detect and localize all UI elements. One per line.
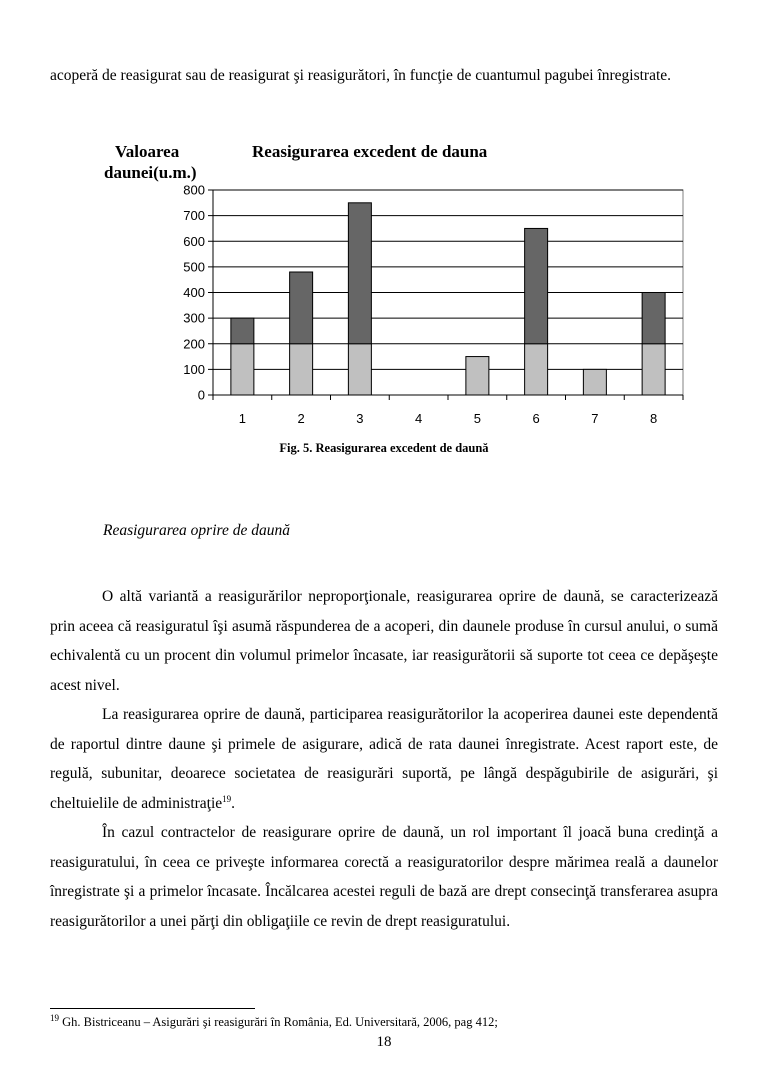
footnote-reference[interactable]: 19 [222, 793, 232, 804]
y-tick-label: 400 [183, 285, 205, 300]
x-tick-label: 6 [532, 411, 540, 426]
y-tick-label: 100 [183, 361, 205, 377]
plot-area [183, 183, 683, 427]
bar-lower-8 [642, 344, 665, 395]
footnote-text: Gh. Bistriceanu – Asigurări şi reasigurări în România, Ed. Universitară, 2006, pag 412; [62, 1015, 498, 1029]
section-heading: Reasigurarea oprire de daună [103, 522, 290, 539]
paragraph-2-text: La reasigurarea oprire de daună, participarea reasigurătorilor la acoperirea daunei este dependentă de raportul dintre daune şi primele de asigurare, adică de rata daunei înregistrate. Acest raport este, de regulă, subunitar, deoarece societatea de reasigurări suportă, pe lângă despăgubirile de asigurări, şi cheltuielile de administraţie [50, 706, 718, 812]
bar-upper-6 [525, 228, 548, 343]
bar-upper-2 [290, 272, 313, 344]
bar-lower-1 [231, 344, 254, 395]
chart-title: Reasigurarea excedent de dauna [252, 142, 488, 161]
intro-paragraph: acoperă de reasigurat sau de reasigurat şi reasigurători, în funcţie de cuantumul pagubei înregistrate. [50, 67, 672, 84]
y-tick-label: 500 [183, 259, 205, 275]
page-number: 18 [376, 1034, 392, 1050]
bar-upper-1 [231, 318, 254, 344]
footnote [50, 1012, 498, 1030]
x-tick-label: 2 [297, 411, 305, 426]
y-tick-label: 600 [183, 233, 205, 249]
bar-chart [95, 138, 695, 458]
y-tick-label: 800 [183, 182, 205, 198]
footnote-separator [50, 1008, 255, 1009]
paragraph-1: O altă variantă a reasigurărilor neproporţionale, reasigurarea oprire de daună, se caracterizează prin aceea că reasiguratul îşi asumă răspunderea de a acoperi, din daunele produse în cursul anului, o sumă echivalentă cu un procent din volumul primelor încasate, iar reasigurătorii să suporte tot ceea ce depăşeşte acest nivel. [50, 588, 718, 694]
y-axis-title-line2: daunei(u.m.) [104, 163, 197, 182]
bar-upper-3 [348, 203, 371, 344]
figure-caption: Fig. 5. Reasigurarea excedent de daună [279, 441, 489, 455]
bar-lower-7 [583, 369, 606, 395]
y-tick-label: 300 [183, 310, 205, 326]
x-tick-label: 1 [238, 411, 246, 426]
y-tick-label: 200 [183, 336, 205, 352]
footnote-marker: 19 [50, 1012, 59, 1023]
paragraph-3: În cazul contractelor de reasigurare oprire de daună, un rol important îl joacă buna credinţă a reasiguratului, în ceea ce priveşte informarea corectă a reasiguratorilor despre mărimea reală a daunelor înregistrate şi a primelor încasate. Încălcarea acestei reguli de bază are drept consecinţă transferarea asupra reasigurătorilor a unei părţi din obligaţiile ce revin de drept reasiguratului. [50, 824, 718, 930]
paragraph-2-end: . [231, 794, 236, 812]
x-tick-label: 3 [356, 411, 364, 426]
x-tick-label: 8 [650, 411, 658, 426]
y-tick-label: 700 [183, 208, 205, 224]
bar-upper-8 [642, 293, 665, 344]
x-tick-label: 7 [591, 411, 599, 426]
y-tick-label: 0 [197, 387, 205, 403]
x-tick-label: 4 [415, 411, 423, 426]
y-axis-title-line1: Valoarea [115, 142, 180, 161]
bar-lower-2 [290, 344, 313, 395]
bar-lower-3 [348, 344, 371, 395]
x-tick-label: 5 [473, 411, 481, 426]
bar-lower-6 [525, 344, 548, 395]
paragraph-2 [50, 700, 718, 818]
bar-lower-5 [466, 357, 489, 395]
